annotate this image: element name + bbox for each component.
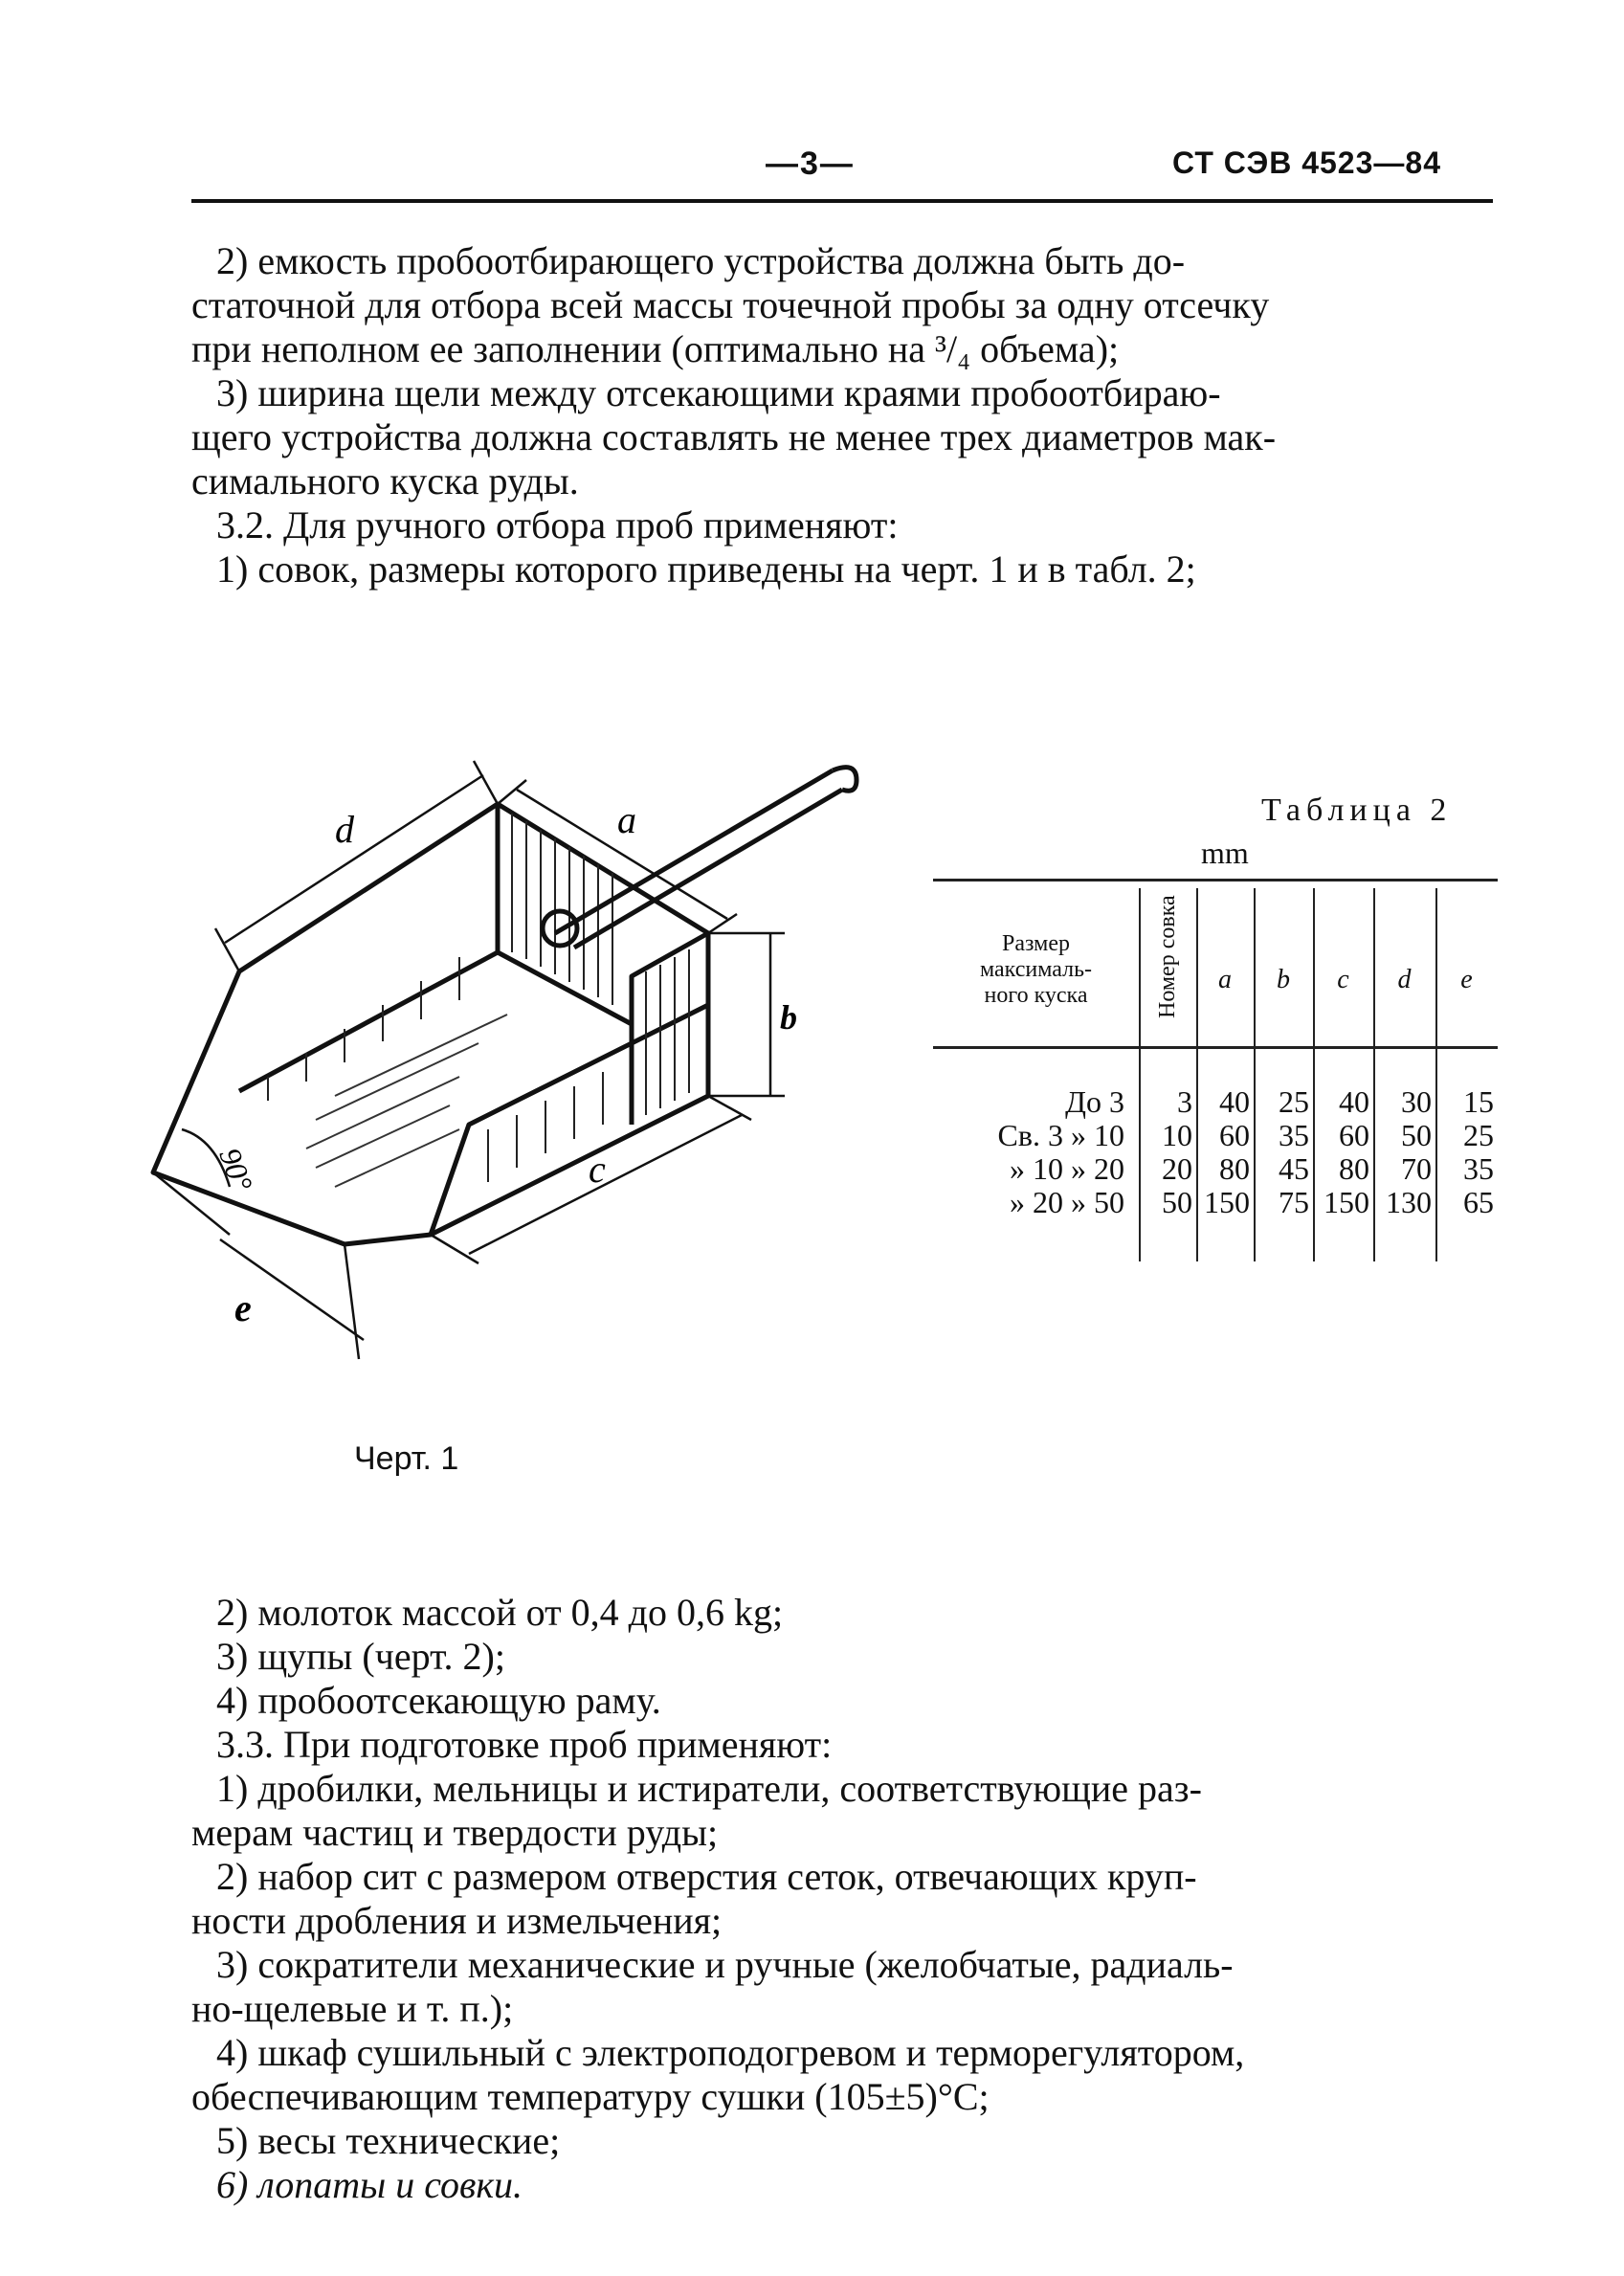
table-cell: 50 [1401, 1118, 1432, 1152]
text-line: симального куска руды. [191, 459, 579, 502]
table-cell: » 20 » 50 [1010, 1185, 1124, 1219]
text-line: 5) весы технические; [216, 2119, 561, 2162]
data-table [933, 879, 1498, 1261]
text-line: 2) емкость пробоотбирающего устройства должна быть до- [216, 239, 1186, 282]
table-cell: 50 [1162, 1185, 1192, 1219]
table-cell: » 10 » 20 [1010, 1151, 1124, 1186]
text-line: статочной для отбора всей массы точечной пробы за одну отсечку [191, 283, 1270, 326]
header-c: c [1337, 965, 1349, 994]
text-line: обеспечивающим температуру сушки (105±5)°С; [191, 2075, 990, 2118]
top-text-block [191, 239, 1493, 591]
text-line: 3) щупы (черт. 2); [216, 1635, 505, 1678]
figure-caption: Черт. 1 [354, 1440, 459, 1477]
table-cell: 25 [1279, 1084, 1309, 1119]
table-cell: 20 [1162, 1151, 1192, 1186]
table-cell: 65 [1463, 1185, 1494, 1219]
dim-label-a: a [617, 798, 636, 841]
wall-hatching [268, 814, 689, 1182]
text-line: 2) молоток массой от 0,4 до 0,6 kg; [216, 1591, 784, 1634]
text-line: 4) пробоотсекающую раму. [216, 1679, 661, 1722]
text-line: 3.3. При подготовке проб применяют: [216, 1723, 833, 1766]
paragraph [191, 1723, 1493, 1767]
table-cell: 60 [1339, 1118, 1369, 1152]
table-cell: 25 [1463, 1118, 1494, 1152]
header-d: d [1397, 965, 1412, 994]
table-cell: 150 [1204, 1185, 1250, 1219]
paragraph [191, 1767, 1493, 1855]
page-header [0, 144, 1624, 201]
table-cell: 80 [1339, 1151, 1369, 1186]
header-b: b [1277, 965, 1290, 994]
paragraph [191, 2163, 1493, 2207]
header-rule [191, 199, 1493, 203]
table-title: Таблица 2 [1261, 792, 1453, 828]
table-cell: 40 [1219, 1084, 1250, 1119]
paragraph [191, 1855, 1493, 1943]
paragraph [191, 1943, 1493, 2031]
table-cell: 35 [1279, 1118, 1309, 1152]
table-cell: До 3 [1065, 1084, 1124, 1119]
table-cell: 10 [1162, 1118, 1192, 1152]
page-number: —3— [766, 145, 855, 182]
text-line: 2) набор сит с размером отверстия сеток, отвечающих круп- [216, 1855, 1197, 1898]
dim-label-d: d [335, 808, 354, 851]
dim-label-c: c [589, 1148, 606, 1191]
table-cell: 40 [1339, 1084, 1369, 1119]
table-cell: 15 [1463, 1084, 1494, 1119]
table-cell: 60 [1219, 1118, 1250, 1152]
paragraph [191, 547, 1493, 591]
dim-label-b: b [780, 998, 797, 1037]
table-cell: 130 [1386, 1185, 1432, 1219]
header-number: Номер совка [1155, 895, 1180, 1018]
angle-label: 90° [212, 1143, 260, 1196]
standard-code: СТ СЭВ 4523—84 [1172, 145, 1441, 180]
text-line: 4) шкаф сушильный с электроподогревом и терморегулятором, [216, 2031, 1245, 2074]
text-line: 1) совок, размеры которого приведены на черт. 1 и в табл. 2; [216, 547, 1196, 591]
table-top-rule [933, 879, 1498, 881]
table-cell: 75 [1279, 1185, 1309, 1219]
text-line: 3.2. Для ручного отбора проб применяют: [216, 503, 899, 547]
text-line: щего устройства должна составлять не менее трех диаметров мак- [191, 415, 1277, 458]
table-cell: 80 [1219, 1151, 1250, 1186]
text-line: 3) ширина щели между отсекающими краями пробоотбираю- [216, 371, 1221, 414]
text-line: 3) сократители механические и ручные (желобчатые, радиаль- [216, 1943, 1234, 1986]
bottom-text-block [191, 1591, 1493, 2207]
header-a: a [1218, 965, 1232, 994]
header-e: e [1460, 965, 1473, 994]
paragraph [191, 1679, 1493, 1723]
scoop-drawing [144, 737, 880, 1388]
table-cell: 35 [1463, 1151, 1494, 1186]
paragraph [191, 1635, 1493, 1679]
text-line: 6) лопаты и совки. [216, 2163, 523, 2206]
table-header-rule [933, 1046, 1498, 1049]
table-cell: 3 [1177, 1084, 1192, 1119]
header-size: Размер максималь- ного куска [979, 931, 1093, 1008]
dim-label-e: e [234, 1286, 252, 1329]
text-line: 1) дробилки, мельницы и истиратели, соответствующие раз- [216, 1767, 1202, 1810]
text-line: мерам частиц и твердости руды; [191, 1811, 719, 1854]
paragraph [191, 503, 1493, 547]
scoop-handle [543, 768, 856, 948]
paragraph [191, 2031, 1493, 2119]
paragraph [191, 239, 1493, 371]
text-line: при неполном ее заполнении (оптимально на ³/₄ объема); [191, 327, 1120, 370]
text-line: ности дробления и измельчения; [191, 1899, 723, 1942]
table-cell: Св. 3 » 10 [997, 1118, 1124, 1152]
table-cell: 150 [1324, 1185, 1369, 1219]
text-line: но-щелевые и т. п.); [191, 1987, 514, 2030]
table-cell: 45 [1279, 1151, 1309, 1186]
paragraph [191, 2119, 1493, 2163]
paragraph [191, 371, 1493, 503]
table-cell: 30 [1401, 1084, 1432, 1119]
paragraph [191, 1591, 1493, 1635]
table-unit: mm [1201, 836, 1249, 870]
table-cell: 70 [1401, 1151, 1432, 1186]
